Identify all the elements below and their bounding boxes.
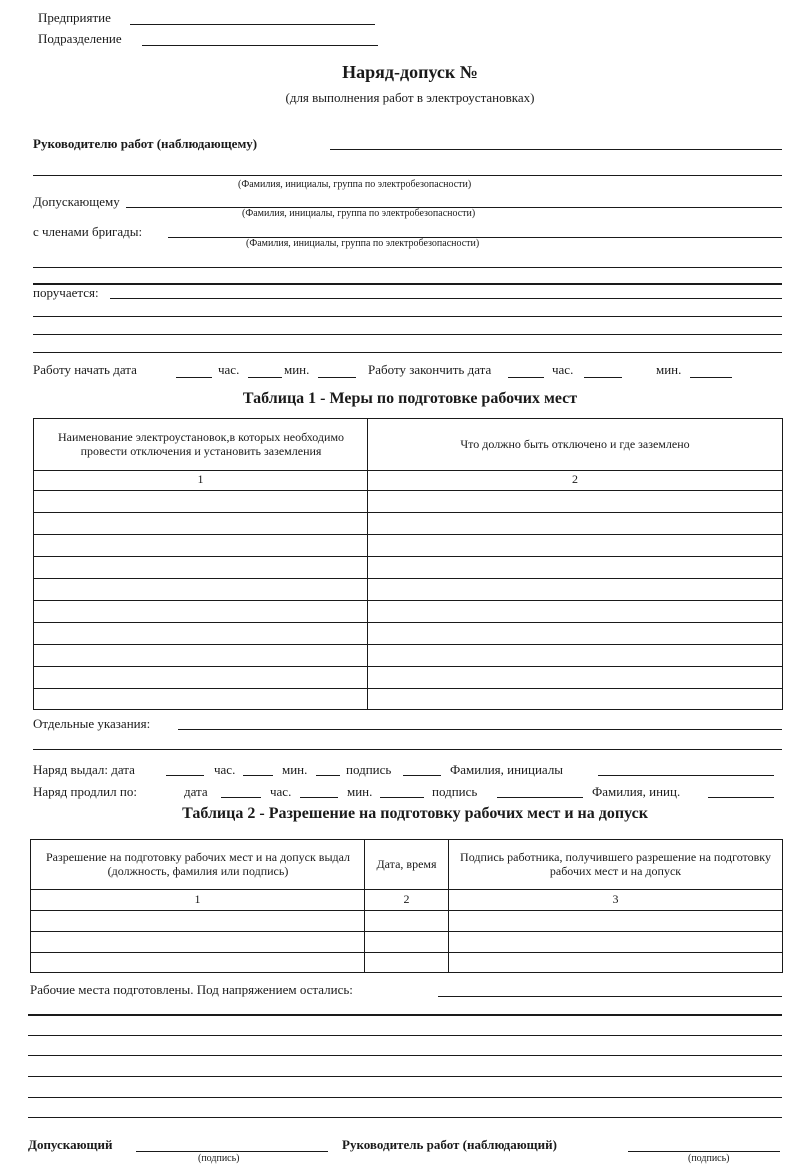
brigade-label: с членами бригады: [33, 224, 143, 239]
table-row[interactable] [34, 490, 782, 491]
table-row[interactable] [34, 622, 782, 623]
end-date-line[interactable] [508, 377, 544, 378]
table-row[interactable] [31, 952, 782, 953]
end-label: Работу закончить дата [368, 362, 492, 377]
prepared-label: Рабочие места подготовлены. Под напряжением остались: [30, 982, 353, 997]
instructions-label: Отдельные указания: [33, 716, 151, 731]
admitter-sign-line[interactable] [136, 1151, 328, 1152]
leader-sign-hint: (подпись) [688, 1153, 730, 1164]
table1-col2-header: Что должно быть отключено и где заземлено [460, 436, 690, 451]
extended-hour-label: час. [270, 784, 292, 799]
prepared-line-7[interactable] [28, 1117, 782, 1118]
extended-date-label: дата [184, 784, 208, 799]
table2-col1-header: Разрешение на подготовку рабочих мест и на допуск выдал (должность, фамилия или подпись) [45, 849, 351, 878]
division-line[interactable] [142, 45, 378, 46]
prepared-line-6[interactable] [28, 1097, 782, 1098]
table-row[interactable] [31, 931, 782, 932]
assigned-line-2[interactable] [33, 316, 782, 317]
instructions-line-2[interactable] [33, 749, 782, 750]
work-leader-line[interactable] [330, 149, 782, 150]
table1-title: Таблица 1 - Меры по подготовке рабочих мест [242, 390, 578, 407]
assigned-label: поручается: [33, 285, 99, 300]
issued-hour-label: час. [214, 762, 236, 777]
issued-label: Наряд выдал: дата [33, 762, 135, 777]
extended-hour-line[interactable] [300, 797, 338, 798]
table-row[interactable] [34, 534, 782, 535]
assigned-line-3[interactable] [33, 334, 782, 335]
extended-sign-line[interactable] [497, 797, 583, 798]
issued-hour-line[interactable] [243, 775, 273, 776]
issued-sign-line[interactable] [403, 775, 441, 776]
start-hour-label: час. [218, 362, 240, 377]
assigned-line[interactable] [110, 298, 782, 299]
work-leader-line-2[interactable] [33, 175, 782, 176]
name-hint-3: (Фамилия, инициалы, группа по электробезопасности) [246, 238, 480, 249]
table-row[interactable] [34, 512, 782, 513]
issued-min-label: мин. [282, 762, 308, 777]
end-hour-line[interactable] [584, 377, 622, 378]
extended-label: Наряд продлил по: [33, 784, 137, 799]
assigned-line-4[interactable] [33, 352, 782, 353]
table1 [33, 418, 783, 710]
end-min-line[interactable] [690, 377, 732, 378]
prepared-line-5[interactable] [28, 1076, 782, 1077]
instructions-line[interactable] [178, 729, 782, 730]
issued-sign-label: подпись [346, 762, 392, 777]
admitter-sign-label: Допускающий [28, 1137, 113, 1152]
leader-sign-label: Руководитель работ (наблюдающий) [342, 1137, 557, 1152]
brigade-line-2[interactable] [33, 267, 782, 268]
table-row[interactable] [34, 556, 782, 557]
extended-name-line[interactable] [708, 797, 774, 798]
division-label: Подразделение [38, 31, 122, 46]
table2-col2-header: Дата, время [376, 856, 437, 871]
extended-min-label: мин. [347, 784, 373, 799]
table2-col1-num: 1 [194, 891, 201, 906]
document-subtitle: (для выполнения работ в электроустановках) [285, 90, 535, 105]
work-leader-label: Руководителю работ (наблюдающему) [33, 136, 258, 151]
table-row[interactable] [31, 910, 782, 911]
start-min-label: мин. [284, 362, 310, 377]
table-row[interactable] [34, 688, 782, 689]
start-label: Работу начать дата [33, 362, 137, 377]
issued-min-line[interactable] [316, 775, 340, 776]
start-min-line[interactable] [318, 377, 356, 378]
table1-col1-num: 1 [197, 472, 204, 487]
start-date-line[interactable] [176, 377, 212, 378]
table-row[interactable] [34, 578, 782, 579]
extended-name-label: Фамилия, иниц. [592, 784, 681, 799]
extended-date-line[interactable] [221, 797, 261, 798]
end-min-label: мин. [656, 362, 682, 377]
issued-name-label: Фамилия, инициалы [450, 762, 564, 777]
admitter-label: Допускающему [33, 194, 120, 209]
table-row[interactable] [34, 644, 782, 645]
end-hour-label: час. [552, 362, 574, 377]
table2-col2-num: 2 [403, 891, 410, 906]
table1-col2-num: 2 [572, 472, 578, 487]
issued-date-line[interactable] [166, 775, 204, 776]
extended-sign-label: подпись [432, 784, 478, 799]
name-hint-2: (Фамилия, инициалы, группа по электробезопасности) [242, 208, 476, 219]
name-hint-1: (Фамилия, инициалы, группа по электробезопасности) [238, 179, 472, 190]
table-row[interactable] [34, 666, 782, 667]
table2-col3-num: 3 [612, 891, 619, 906]
table2-col3-header: Подпись работника, получившего разрешение на подготовку рабочих мест и на допуск [460, 849, 771, 878]
enterprise-line[interactable] [130, 24, 375, 25]
start-hour-line[interactable] [248, 377, 282, 378]
table-row[interactable] [34, 600, 782, 601]
issued-name-line[interactable] [598, 775, 774, 776]
enterprise-label: Предприятие [38, 10, 111, 25]
prepared-line[interactable] [438, 996, 782, 997]
admitter-sign-hint: (подпись) [198, 1153, 240, 1164]
section-divider [33, 283, 782, 285]
table1-col1-header: Наименование электроустановок,в которых необходимо провести отключения и установить заземления [57, 429, 345, 458]
prepared-line-4[interactable] [28, 1055, 782, 1056]
prepared-line-2[interactable] [28, 1014, 782, 1016]
prepared-line-3[interactable] [28, 1035, 782, 1036]
table2-title: Таблица 2 - Разрешение на подготовку рабочих мест и на допуск [182, 805, 648, 822]
leader-sign-line[interactable] [628, 1151, 780, 1152]
document-title: Наряд-допуск № [342, 62, 478, 82]
extended-min-line[interactable] [380, 797, 424, 798]
table2 [30, 839, 783, 973]
